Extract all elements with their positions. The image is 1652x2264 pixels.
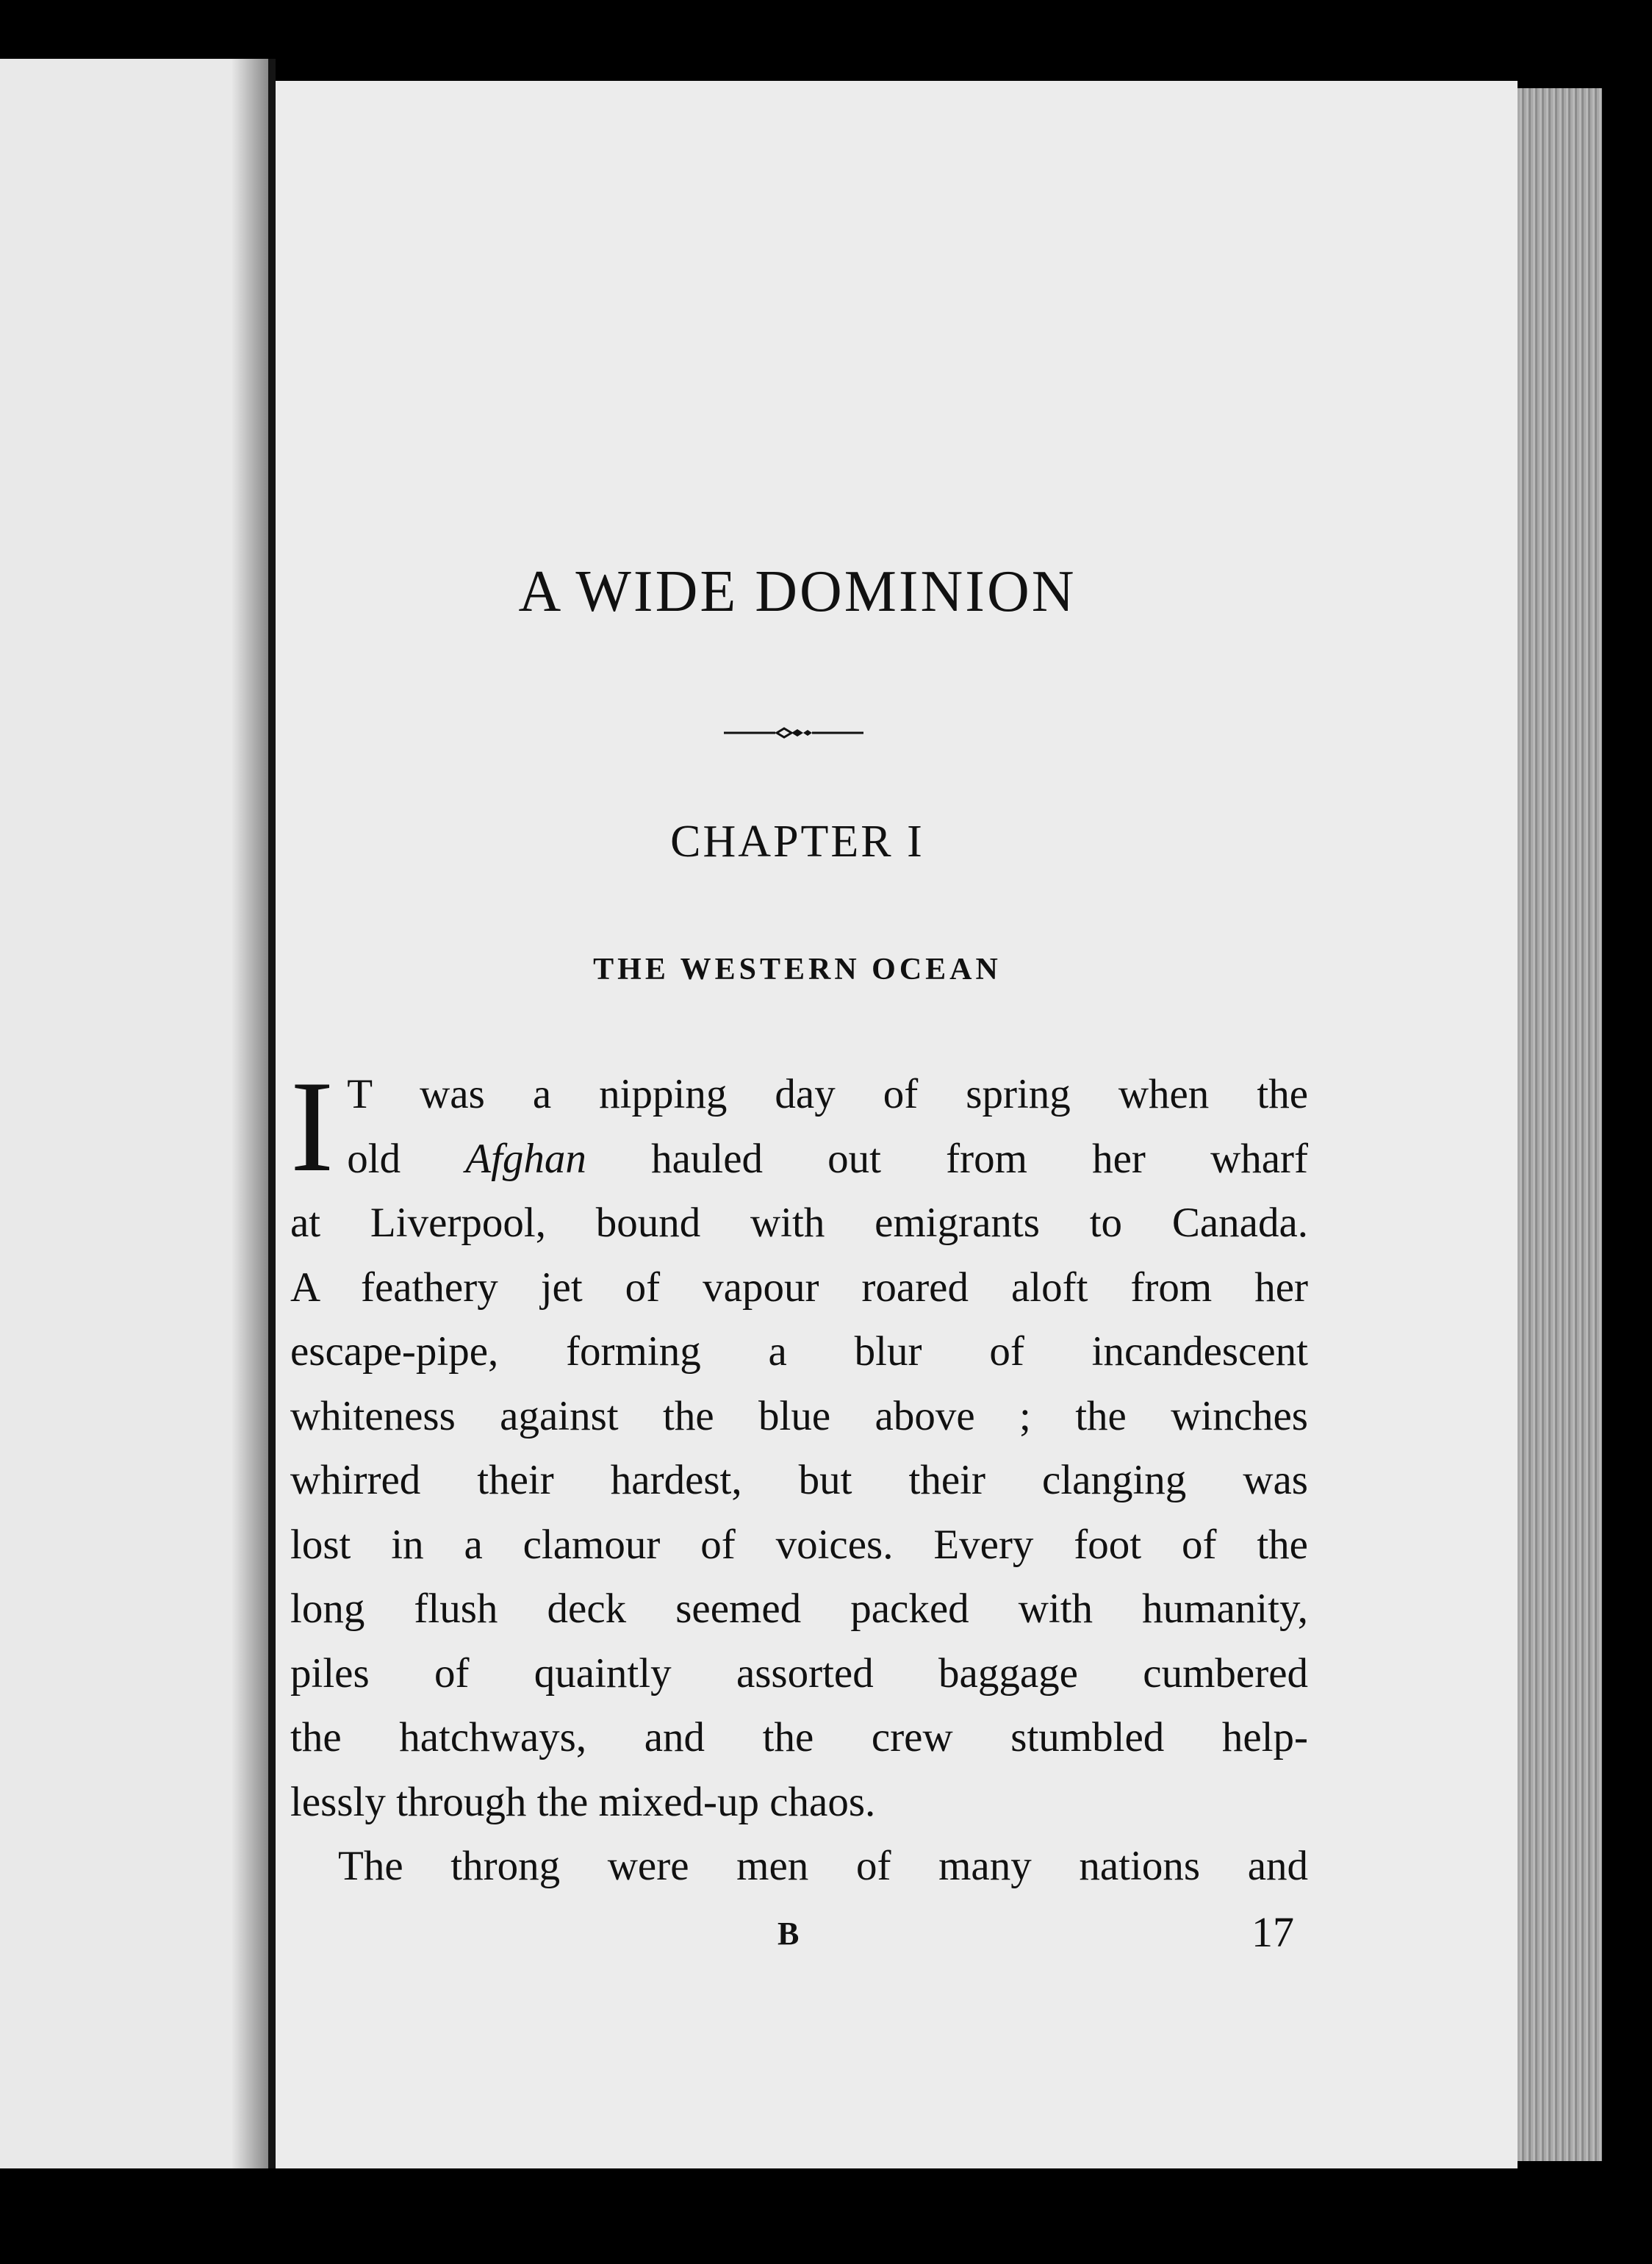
book-title: A WIDE DOMINION [518, 559, 1077, 624]
text-line: lessly through the mixed-up chaos. [290, 1778, 876, 1825]
text-line: The throng were men of many nations and [338, 1843, 1308, 1889]
text-line: whirred their hardest, but their clanging was [290, 1457, 1308, 1503]
left-page [0, 59, 268, 2168]
page-fold-shadow [231, 59, 268, 2168]
text-line: A feathery jet of vapour roared aloft from her [290, 1264, 1308, 1311]
chapter-number: CHAPTER I [670, 817, 924, 867]
book-gutter [268, 59, 276, 2168]
text-line: the hatchways, and the crew stumbled help- [290, 1714, 1308, 1760]
ship-name: Afghan [465, 1135, 586, 1182]
page-edges [1506, 88, 1602, 2161]
text-line: T was a nipping day of spring when the [347, 1071, 1308, 1117]
text-line: at Liverpool, bound with emigrants to Canada. [290, 1200, 1308, 1246]
drop-cap: I [290, 1053, 334, 1199]
chapter-title: THE WESTERN OCEAN [593, 953, 1002, 986]
text-line: old Afghan hauled out from her wharf [347, 1135, 1308, 1182]
text-line: piles of quaintly assorted baggage cumbered [290, 1649, 1308, 1697]
page-number: 17 [1251, 1908, 1294, 1956]
ornament-divider-icon [724, 722, 863, 744]
text-line: lost in a clamour of voices. Every foot of the [290, 1521, 1308, 1568]
right-page [276, 81, 1518, 2168]
text-line: whiteness against the blue above ; the winches [290, 1392, 1308, 1439]
text-line: long flush deck seemed packed with humanity, [290, 1586, 1308, 1632]
signature-mark: B [777, 1916, 800, 1952]
body-text [290, 1053, 1308, 1899]
text-line: escape-pipe, forming a blur of incandescent [290, 1328, 1308, 1375]
